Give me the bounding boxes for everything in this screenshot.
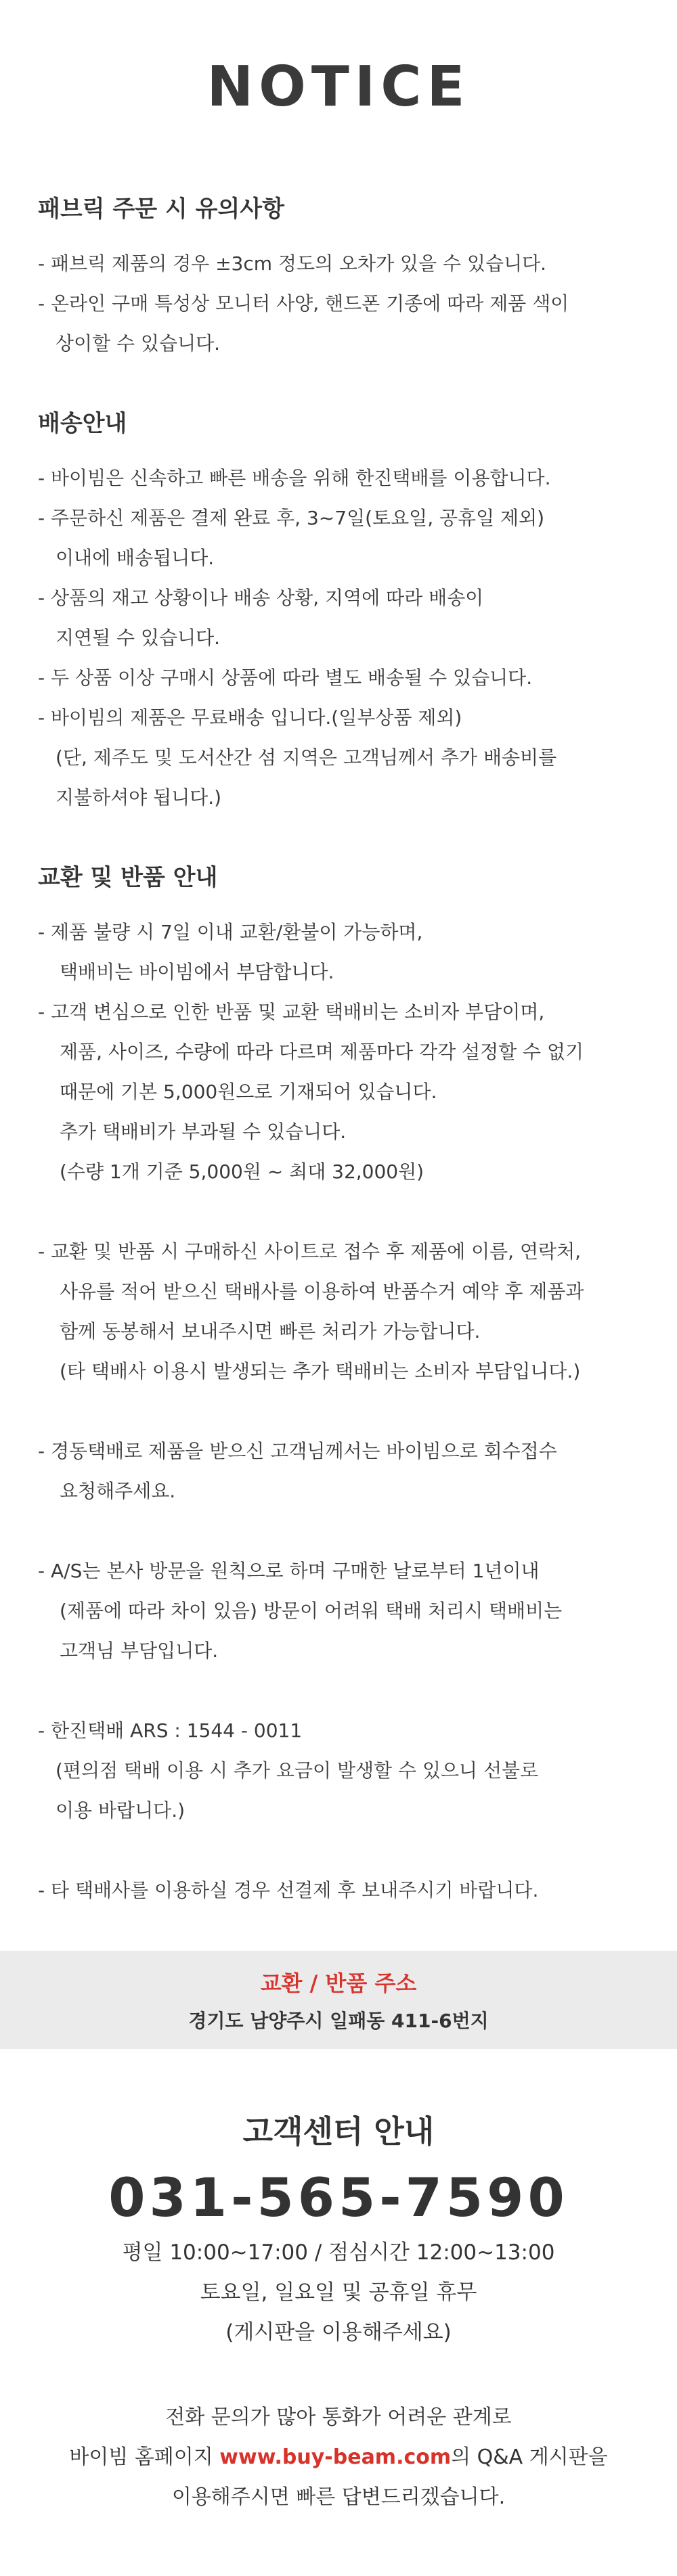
note-line: 전화 문의가 많아 통화가 어려운 관계로 [165,2405,512,2429]
customer-center-note [0,2397,677,2517]
exchange-line: 요청해주세요. [60,1480,176,1502]
exchange-line: (수량 1개 기준 5,000원 ~ 최대 32,000원) [60,1160,424,1183]
exchange-line: - 고객 변심으로 인한 반품 및 교환 택배비는 소비자 부담이며, [38,1001,545,1023]
note-line: 이용해주시면 빠른 답변드리겠습니다. [171,2485,506,2509]
exchange-block-hanjin [38,1711,654,1830]
shipping-line: - 두 상품 이상 구매시 상품에 따라 별도 배송될 수 있습니다. [38,666,533,689]
fabric-heading: 패브릭 주문 시 유의사항 [38,196,284,223]
shipping-line: - 상품의 재고 상황이나 배송 상황, 지역에 따라 배송이 [38,587,484,609]
customer-center-title: 고객센터 안내 [242,2113,435,2150]
exchange-line: 때문에 기본 5,000원으로 기재되어 있습니다. [60,1081,437,1103]
exchange-line: (타 택배사 이용시 발생되는 추가 택배비는 소비자 부담입니다.) [60,1360,581,1382]
exchange-line: 추가 택배비가 부과될 수 있습니다. [60,1121,347,1143]
exchange-section [38,866,654,1910]
exchange-line: - 한진택배 ARS : 1544 - 0011 [38,1719,303,1742]
exchange-line: 이용 바랍니다.) [56,1799,185,1822]
return-address-text: 경기도 남양주시 일패동 411-6번지 [188,2010,489,2032]
hours-line: 토요일, 일요일 및 공휴일 휴무 [200,2280,477,2305]
shipping-line: - 주문하신 제품은 결제 완료 후, 3~7일(토요일, 공휴일 제외) [38,507,545,529]
fabric-line: - 온라인 구매 특성상 모니터 사양, 핸드폰 기종에 따라 제품 색이 [38,292,569,315]
hours-line: 평일 10:00~17:00 / 점심시간 12:00~13:00 [122,2240,555,2265]
note-suffix: 의 Q&A 게시판을 [451,2445,608,2469]
shipping-line: 지불하셔야 됩니다.) [56,786,222,809]
shipping-line: - 바이빔의 제품은 무료배송 입니다.(일부상품 제외) [38,706,462,729]
shipping-section [38,412,654,817]
shipping-line: - 바이빔은 신속하고 빠른 배송을 위해 한진택배를 이용합니다. [38,467,551,489]
exchange-line: - 교환 및 반품 시 구매하신 사이트로 접수 후 제품에 이름, 연락처, [38,1240,582,1263]
exchange-line: 제품, 사이즈, 수량에 따라 다르며 제품마다 각각 설정할 수 없기 [60,1041,584,1063]
exchange-block-kyungdong [38,1431,654,1511]
return-address-band [0,1951,677,2049]
note-line [0,2437,677,2477]
exchange-block-other-courier [38,1870,654,1910]
exchange-line: 함께 동봉해서 보내주시면 빠른 처리가 가능합니다. [60,1320,481,1342]
exchange-heading: 교환 및 반품 안내 [38,864,218,891]
exchange-block-procedure [38,1231,654,1391]
shipping-line: 지연될 수 있습니다. [56,627,221,649]
fabric-line: - 패브릭 제품의 경우 ±3cm 정도의 오차가 있을 수 있습니다. [38,252,547,275]
exchange-block-defects [38,912,654,1192]
fabric-line: 상이할 수 있습니다. [56,332,221,355]
hours-line: (게시판을 이용해주세요) [225,2320,452,2345]
shipping-line: (단, 제주도 및 도서산간 섬 지역은 고객님께서 추가 배송비를 [56,746,557,769]
homepage-link[interactable]: www.buy-beam.com [219,2445,452,2469]
customer-center-phone: 031-565-7590 [108,2168,569,2229]
exchange-line: (편의점 택배 이용 시 추가 요금이 발생할 수 있으니 선불로 [56,1759,539,1782]
exchange-line: - 타 택배사를 이용하실 경우 선결제 후 보내주시기 바랍니다. [38,1879,539,1901]
exchange-line: 택배비는 바이빔에서 부담합니다. [60,961,334,983]
customer-center-hours [0,2233,677,2353]
exchange-line: 사유를 적어 받으신 택배사를 이용하여 반품수거 예약 후 제품과 [60,1280,584,1303]
fabric-notice-section [38,198,654,363]
exchange-line: - A/S는 본사 방문을 원칙으로 하며 구매한 날로부터 1년이내 [38,1560,540,1582]
exchange-line: - 경동택배로 제품을 받으신 고객님께서는 바이빔으로 회수접수 [38,1440,557,1462]
exchange-line: (제품에 따라 차이 있음) 방문이 어려워 택배 처리시 택배비는 [60,1600,563,1622]
shipping-heading: 배송안내 [38,410,127,437]
exchange-line: 고객님 부담입니다. [60,1640,219,1662]
exchange-line: - 제품 불량 시 7일 이내 교환/환불이 가능하며, [38,921,423,943]
shipping-line: 이내에 배송됩니다. [56,547,215,569]
return-address-title: 교환 / 반품 주소 [260,1970,417,1996]
note-prefix: 바이빔 홈페이지 [69,2445,220,2469]
page-title: NOTICE [206,55,471,119]
exchange-block-as [38,1551,654,1671]
